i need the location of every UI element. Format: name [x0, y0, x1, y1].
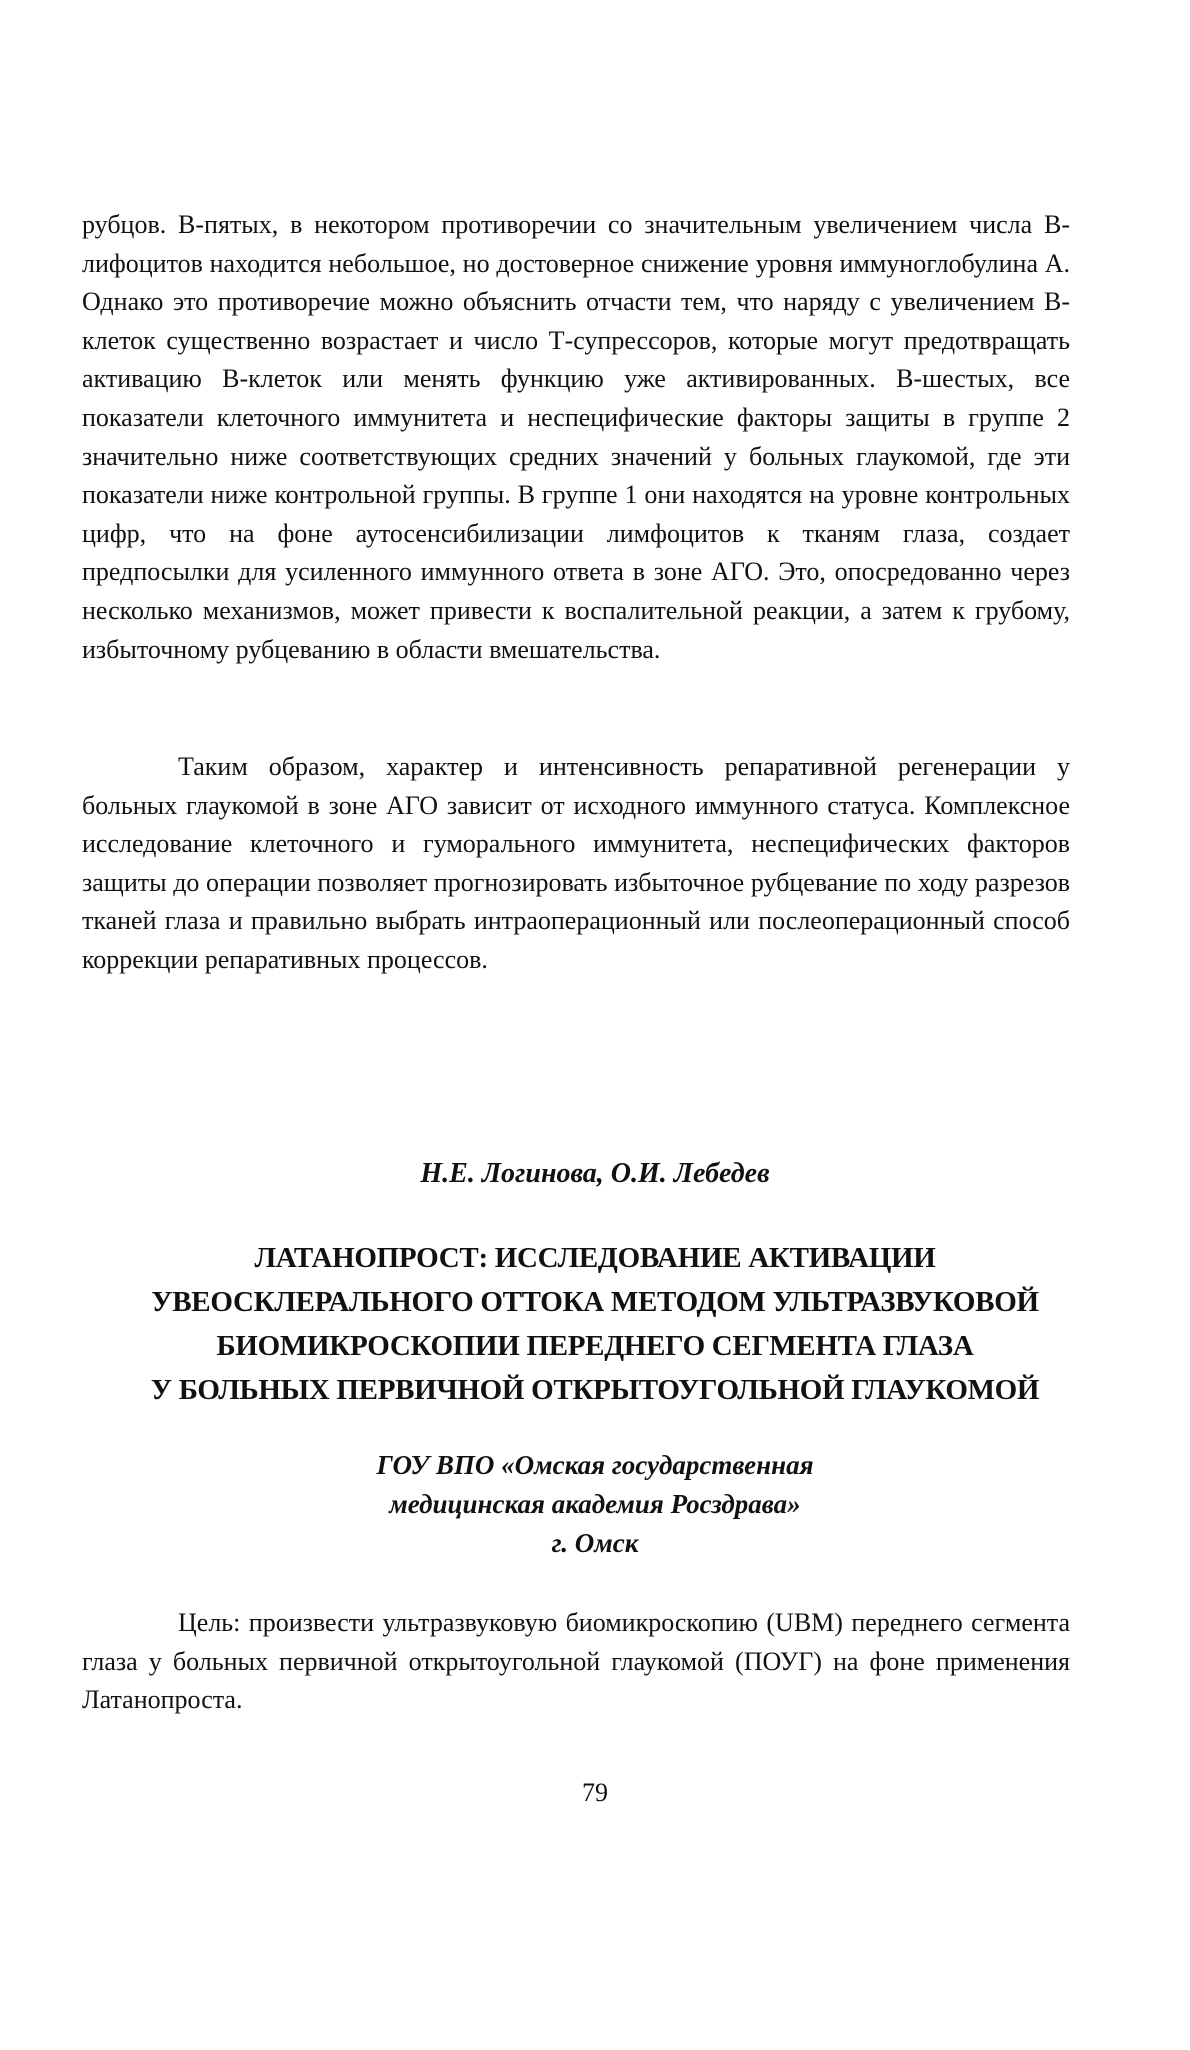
title-line: БИОМИКРОСКОПИИ ПЕРЕДНЕГО СЕГМЕНТА ГЛАЗА	[216, 1330, 974, 1362]
paragraph-text: Цель: произвести ультразвуковую биомикроскопию (UBM) переднего сегмента глаза у больных первичной открытоугольной глаукомой (ПОУГ) на фоне применения Латанопроста.	[82, 1608, 1070, 1715]
article-authors: Н.Е. Логинова, О.И. Лебедев	[420, 1158, 770, 1189]
body-paragraph-aim	[82, 1604, 1070, 1720]
title-line: УВЕОСКЛЕРАЛЬНОГО ОТТОКА МЕТОДОМ УЛЬТРАЗВУКОВОЙ	[151, 1286, 1039, 1318]
paragraph-text: рубцов. В-пятых, в некотором противоречии со значительным увеличением числа В-лифоцитов находится небольшое, но достоверное снижение уровня иммуноглобулина А. Однако это противоречие можно объяснить отчасти тем, что наряду с увеличением В-клеток существенно возрастает и число Т-супрессоров, которые могут предотвращать активацию В-клеток или менять функцию уже активированных. В-шестых, все показатели клеточного иммунитета и неспецифические факторы защиты в группе 2 значительно ниже соответствующих средних значений у больных глаукомой, где эти показатели ниже контрольной группы. В группе 1 они находятся на уровне контрольных цифр, что на фоне аутосенсибилизации лимфоцитов к тканям глаза, создает предпосылки для усиленного иммунного ответа в зоне АГО. Это, опосредованно через несколько механизмов, может привести к воспалительной реакции, а затем к грубому, избыточному рубцеванию в области вмешательства.	[82, 210, 1070, 664]
article-title	[40, 1236, 1150, 1412]
body-paragraph-conclusion	[82, 748, 1070, 980]
title-line: У БОЛЬНЫХ ПЕРВИЧНОЙ ОТКРЫТОУГОЛЬНОЙ ГЛАУКОМОЙ	[150, 1374, 1040, 1406]
page-number: 79	[582, 1778, 608, 1807]
title-line: ЛАТАНОПРОСТ: ИССЛЕДОВАНИЕ АКТИВАЦИИ	[254, 1242, 936, 1274]
affiliation-line: ГОУ ВПО «Омская государственная	[376, 1450, 814, 1480]
paragraph-text: Таким образом, характер и интенсивность репаративной регенерации у больных глаукомой в зоне АГО зависит от исходного иммунного статуса. Комплексное исследование клеточного и гуморального иммунитета, неспецифических факторов защиты до операции позволяет прогнозировать избыточное рубцевание по ходу разрезов тканей глаза и правильно выбрать интраоперационный или послеоперационный способ коррекции репаративных процессов.	[82, 752, 1070, 974]
body-paragraph-continuation	[82, 206, 1070, 669]
affiliation-line: г. Омск	[551, 1528, 639, 1558]
article-affiliation	[0, 1446, 1190, 1563]
affiliation-line: медицинская академия Росздрава»	[389, 1489, 801, 1519]
